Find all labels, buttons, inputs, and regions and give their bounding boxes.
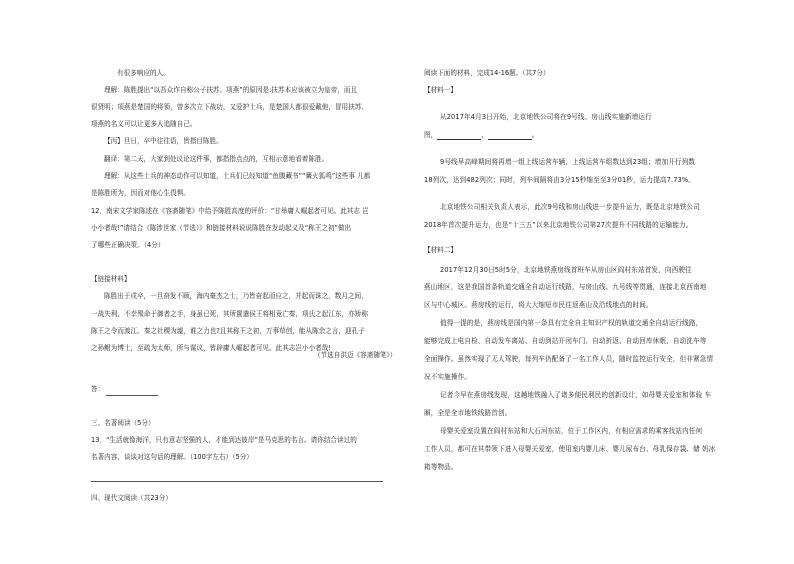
m2-line-10: 母婴关爱室设置在阎村东站和大石河东站，位于工作区内，有相应需求的乘客找站内任何	[440, 427, 703, 435]
m2-line-2: 燕山地区，这是我国首条轨道交通全自动运行线路，与房山线、九号线等贯通，连接北京西南地	[424, 283, 707, 291]
answer-line[interactable]	[91, 481, 383, 482]
para-1: 有很多响应的人。	[117, 69, 170, 77]
para-2-line-3: 项燕的名义可以让更多人追随自己。	[91, 120, 197, 128]
reading-intro: 阅读下面的材料，完成14-16题。（共7分）	[424, 69, 550, 77]
m2-line-4: 值得一提的是，燕房线是国内第一条具有完全自主知识产权的轨道交通全自动运行线路，	[440, 319, 703, 327]
para-3: 【丙】旦日，卒中往往语，皆指目陈胜。	[104, 137, 223, 145]
fill-blank-1[interactable]	[437, 132, 481, 140]
answer-blank[interactable]	[106, 395, 158, 396]
para-5-line-2: 是陈胜所为，因而对他心生畏惧。	[91, 189, 190, 197]
m1-line-2	[424, 131, 538, 140]
material-line-3: 陈王之令而渡江。秦之社稷为墟，谁之力也?且其称王之初，万事草创，能从陈余之言，迎孔子	[91, 327, 365, 335]
m1-line-5: 北京地铁公司相关负责人表示，此次9号线和房山线进一步提升运力，既是北京地铁公司	[440, 203, 700, 211]
section-3-heading: 三、名著阅读（5分）	[91, 419, 155, 427]
answer-label: 答：	[91, 385, 105, 393]
para-2-line-2: 很贤明；项燕是楚国的将领，曾多次立下战功，又爱护士兵，是楚国人都很爱戴他，冒用扶苏、	[91, 103, 368, 111]
m1-line-6: 2018年首次提升运力，也是“十三五”以来北京地铁公司第27次提升不同线路的运输能力。	[424, 221, 693, 229]
m2-line-8: 记者今早在燕房线发现，这趟地铁融入了诸多便民利民的创新设计，如母婴关爱室和体验 车	[440, 391, 712, 399]
m2-line-12: 箱等物品。	[424, 463, 458, 471]
material-source: （节选自洪迈《容斋随笔》）	[314, 351, 397, 359]
material-2-title: 【材料二】	[424, 246, 457, 254]
m2-line-3: 区与中心城区。燕房线的运行，将大大缩短市民往返燕山及沿线地点的时间。	[424, 301, 653, 309]
m1-line-4: 18列次，达到482列次；同时，列车间隔将由3分15秒缩至至3分01秒，运力提高7.73%。	[424, 176, 695, 184]
material-line-1: 陈胜出于戍卒，一旦奋发不顾，海内豪杰之士，乃皆奋起而应之，并起而诛之，数月之间，	[104, 292, 368, 300]
fill-blank-2[interactable]	[488, 132, 532, 140]
question-12-line-2: 小小者哉!”请结合《陈涉世家（节选）》和链接材料说说陈胜在发动起义及“称王之初”做出	[91, 224, 352, 232]
material-line-2: 一战失利，不幸殒命于御者之手，身虽已死，其所置遣侯王将相竟亡秦，项氏之起江东，亦矫称	[91, 310, 368, 318]
m1-line-2-separator: 、	[481, 131, 488, 139]
m1-line-2-prefix: 图，	[424, 131, 438, 139]
m2-line-9: 厢，全是全市地铁线路首创。	[424, 409, 512, 417]
m2-line-5: 能够完成上电自检、自动发车离站、自动到站开闭车门、自动折返、自动回库休眠、自动洗车等	[424, 337, 707, 345]
para-4: 翻译：第二天，大家到处议论这件事，都指指点点的，互相示意地看着陈胜。	[104, 155, 329, 163]
m2-line-11: 工作人员，都可在其带领下进入母婴关爱室，使用室内婴儿床、婴儿尿布台、母乳保存袋、储 奶冰	[424, 445, 716, 453]
section-4-heading: 四、现代文阅读（共23分）	[91, 494, 172, 502]
m2-line-7: 况不实施操作。	[424, 373, 472, 381]
para-5-line-1: 理解：从这些士兵的神态动作可以知道，士兵们已经知道“鱼腹藏书”“篝火狐鸣”这些事 儿都	[104, 172, 371, 180]
material-1-title: 【材料一】	[424, 86, 457, 94]
m2-line-1: 2017年12月30日5时5分，北京地铁燕房线首班车从房山区阎村东站首发，向西驶往	[440, 266, 692, 274]
question-12-line-1: 12．南宋文学家陈述在《容斋随笔》中给予陈胜高度的评价：“甘举庸人崛起者可见。此其志 岂	[91, 207, 369, 215]
m1-line-2-suffix: 。	[531, 131, 539, 139]
m2-line-6: 全面操作。虽然实现了无人驾驶，每列车仍配备了一名工作人员，随时监控运行安全，但非紧急情	[424, 355, 714, 363]
question-13-line-1: 13．“生活就像海洋，只有意志坚强的人，才能到达彼岸”是马克思的名言。请你结合读过的	[91, 436, 357, 444]
para-2-line-1: 理解：陈胜提出“以吾众诈自称公子扶苏、项燕”的原因是:扶苏本应该被立为皇帝，而且	[104, 86, 358, 94]
m1-line-1: 从2017年4月3日开始，北京地铁公司将在9号线、房山线实施新增运行	[440, 113, 652, 121]
link-material-title: 【链接材料】	[91, 275, 131, 283]
m1-line-3: 9号线早高峰期间将再增一组上线运营车辆，上线运营车组数达到23组；增加开行列数	[440, 158, 696, 166]
question-13-line-2: 名著内容，谈谈对这句话的理解。（100字左右）（5分）	[91, 453, 253, 461]
material-line-4: 之孙鲋为博士，至疏为太师，所与谋议，皆辟庸人崛起者可见。此其志岂小小者哉!	[91, 344, 332, 352]
question-12-line-3: 了哪些正确决策。（4分）	[91, 241, 165, 249]
